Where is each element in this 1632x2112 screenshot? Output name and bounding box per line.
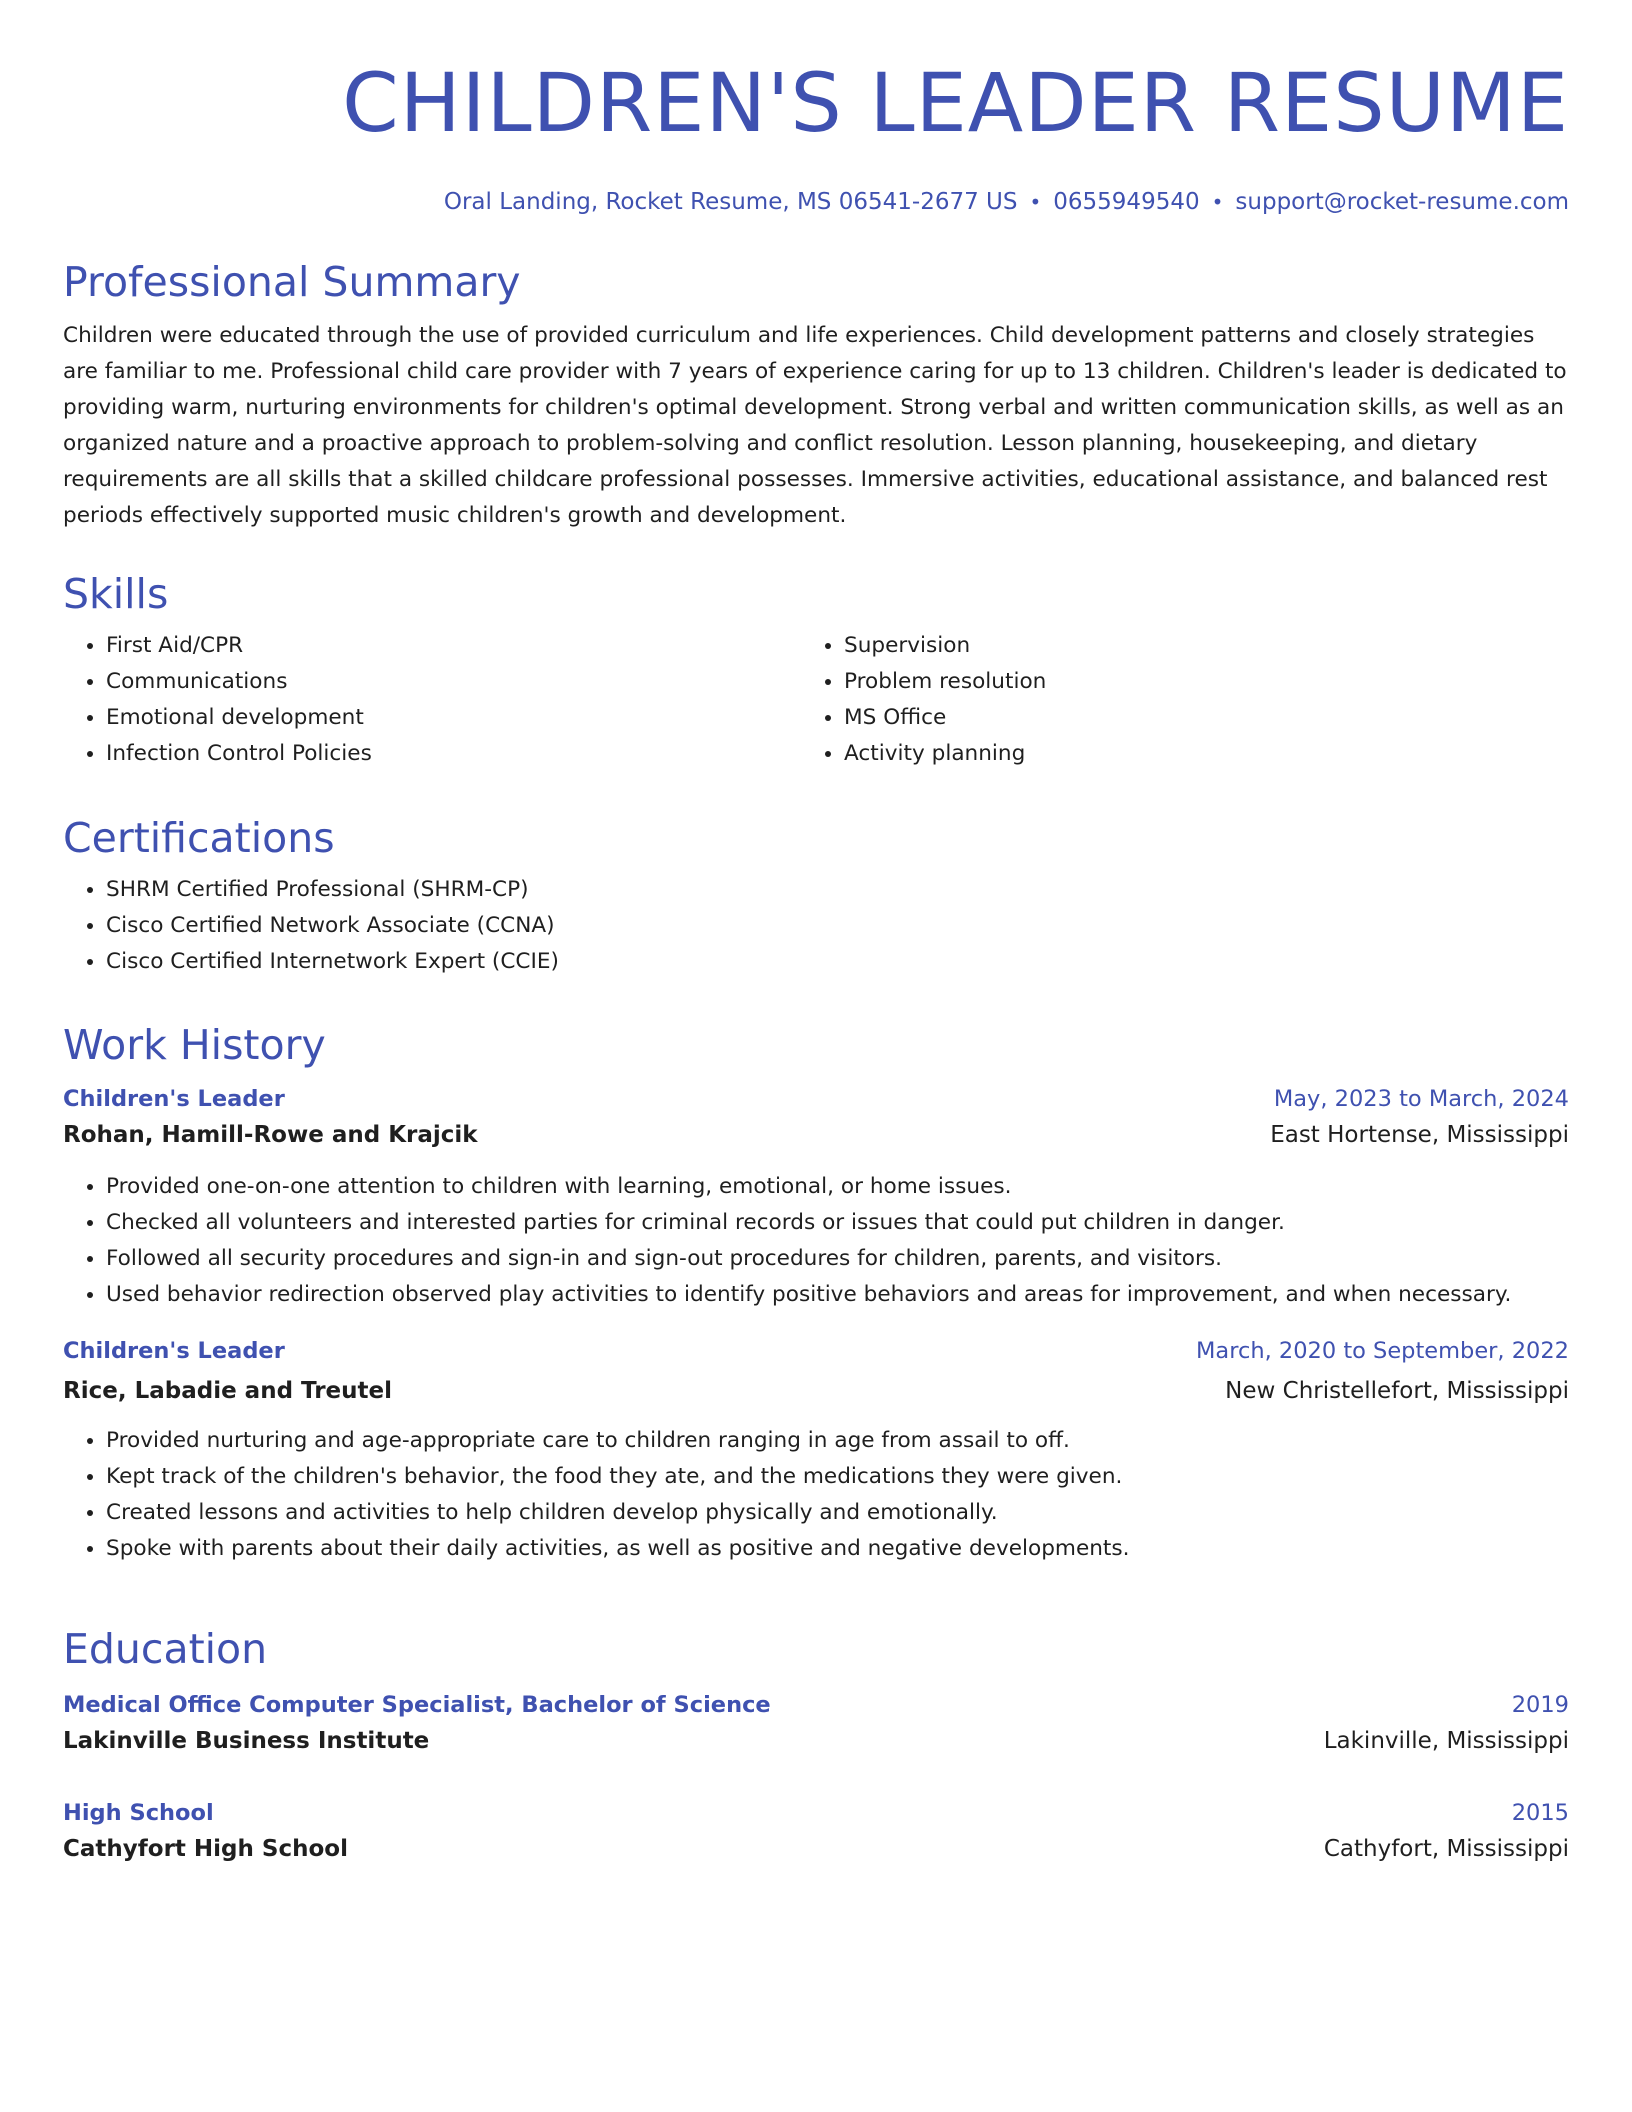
contact-email[interactable]: support@rocket-resume.com (1235, 189, 1569, 215)
education-school: Cathyfort High School (63, 1836, 348, 1862)
education-section (63, 1623, 1569, 1867)
skills-list-right (801, 628, 1539, 772)
skills-list-left (63, 628, 801, 772)
job-bullet: • Followed all security procedures and sign-in and sign-out procedures for children, parents, and visitors. (106, 1241, 1569, 1277)
skill-item: • Problem resolution (844, 664, 1539, 700)
contact-address: Oral Landing, Rocket Resume, MS 06541-2677 US (443, 189, 1018, 215)
job-bullet: • Checked all volunteers and interested parties for criminal records or issues that could put children in danger. (106, 1205, 1569, 1241)
job-company: Rice, Labadie and Treutel (63, 1378, 393, 1404)
job-dates: May, 2023 to March, 2024 (1273, 1086, 1569, 1112)
certification-item: • Cisco Certified Network Associate (CCNA) (106, 908, 1569, 944)
job-entry (63, 1333, 1569, 1567)
job-location: New Christellefort, Mississippi (1225, 1378, 1569, 1404)
skills-columns (63, 628, 1569, 772)
job-bullet: • Provided one-on-one attention to children with learning, emotional, or home issues. (106, 1169, 1569, 1205)
job-bullets (63, 1169, 1569, 1313)
education-school: Lakinville Business Institute (63, 1728, 430, 1754)
education-header (63, 1795, 1569, 1831)
job-bullets (63, 1423, 1569, 1567)
job-role: Children's Leader (63, 1086, 285, 1112)
education-subheader (63, 1831, 1569, 1867)
job-bullet: • Created lessons and activities to help children develop physically and emotionally. (106, 1495, 1569, 1531)
education-subheader (63, 1723, 1569, 1759)
summary-text: Children were educated through the use of provided curriculum and life experiences. Child development patterns and closely strategies are familiar to me. Professional child care provider with 7 years of experience caring for up to 13 children. Children's leader is dedicated to providing warm, nurturing environments for children's optimal development. Strong verbal and written communication skills, as well as an organized nature and a proactive approach to problem-solving and conflict resolution. Lesson planning, housekeeping, and dietary requirements are all skills that a skilled childcare professional possesses. Immersive activities, educational assistance, and balanced rest periods effectively supported music children's growth and development. (63, 323, 1567, 528)
job-bullet: • Spoke with parents about their daily activities, as well as positive and negative developments. (106, 1531, 1569, 1567)
education-location: Lakinville, Mississippi (1323, 1728, 1569, 1754)
skill-item: • Emotional development (106, 700, 801, 736)
summary-section (63, 256, 1569, 534)
job-subheader (63, 1373, 1569, 1409)
contact-separator: • (1211, 190, 1224, 214)
certifications-section (63, 812, 1569, 980)
skills-section (63, 568, 1569, 772)
job-company: Rohan, Hamill-Rowe and Krajcik (63, 1122, 478, 1148)
education-entry (63, 1795, 1569, 1867)
contact-phone: 0655949540 (1053, 189, 1200, 215)
job-header (63, 1081, 1569, 1117)
education-header (63, 1687, 1569, 1723)
skill-item: • MS Office (844, 700, 1539, 736)
education-year: 2015 (1511, 1800, 1569, 1826)
job-header (63, 1333, 1569, 1369)
job-entry (63, 1081, 1569, 1313)
certification-item: • Cisco Certified Internetwork Expert (CCIE) (106, 944, 1569, 980)
education-location: Cathyfort, Mississippi (1323, 1836, 1569, 1862)
skill-item: • Infection Control Policies (106, 736, 801, 772)
job-bullet: • Provided nurturing and age-appropriate care to children ranging in age from assail to off. (106, 1423, 1569, 1459)
education-degree: High School (63, 1800, 214, 1826)
job-bullet: • Kept track of the children's behavior, the food they ate, and the medications they were given. (106, 1459, 1569, 1495)
summary-heading: Professional Summary (63, 258, 521, 306)
job-location: East Hortense, Mississippi (1270, 1122, 1569, 1148)
work-history-section (63, 1019, 1569, 1567)
job-role: Children's Leader (63, 1338, 285, 1364)
contact-line (63, 186, 1569, 218)
education-degree: Medical Office Computer Specialist, Bachelor of Science (63, 1692, 771, 1718)
job-subheader (63, 1117, 1569, 1153)
skills-heading: Skills (63, 570, 169, 618)
skill-item: • Activity planning (844, 736, 1539, 772)
resume-title: CHILDREN'S LEADER RESUME (342, 57, 1569, 151)
job-dates: March, 2020 to September, 2022 (1196, 1338, 1569, 1364)
skills-column-right (801, 628, 1539, 772)
work-history-heading: Work History (63, 1021, 326, 1069)
education-year: 2019 (1511, 1692, 1569, 1718)
skill-item: • Communications (106, 664, 801, 700)
certifications-heading: Certifications (63, 814, 335, 862)
skills-column-left (63, 628, 801, 772)
skill-item: • First Aid/CPR (106, 628, 801, 664)
certifications-list (63, 872, 1569, 980)
contact-separator: • (1029, 190, 1042, 214)
job-bullet: • Used behavior redirection observed play activities to identify positive behaviors and areas for improvement, and when necessary. (106, 1277, 1569, 1313)
education-heading: Education (63, 1625, 268, 1673)
education-entry (63, 1687, 1569, 1759)
skill-item: • Supervision (844, 628, 1539, 664)
certification-item: • SHRM Certified Professional (SHRM-CP) (106, 872, 1569, 908)
